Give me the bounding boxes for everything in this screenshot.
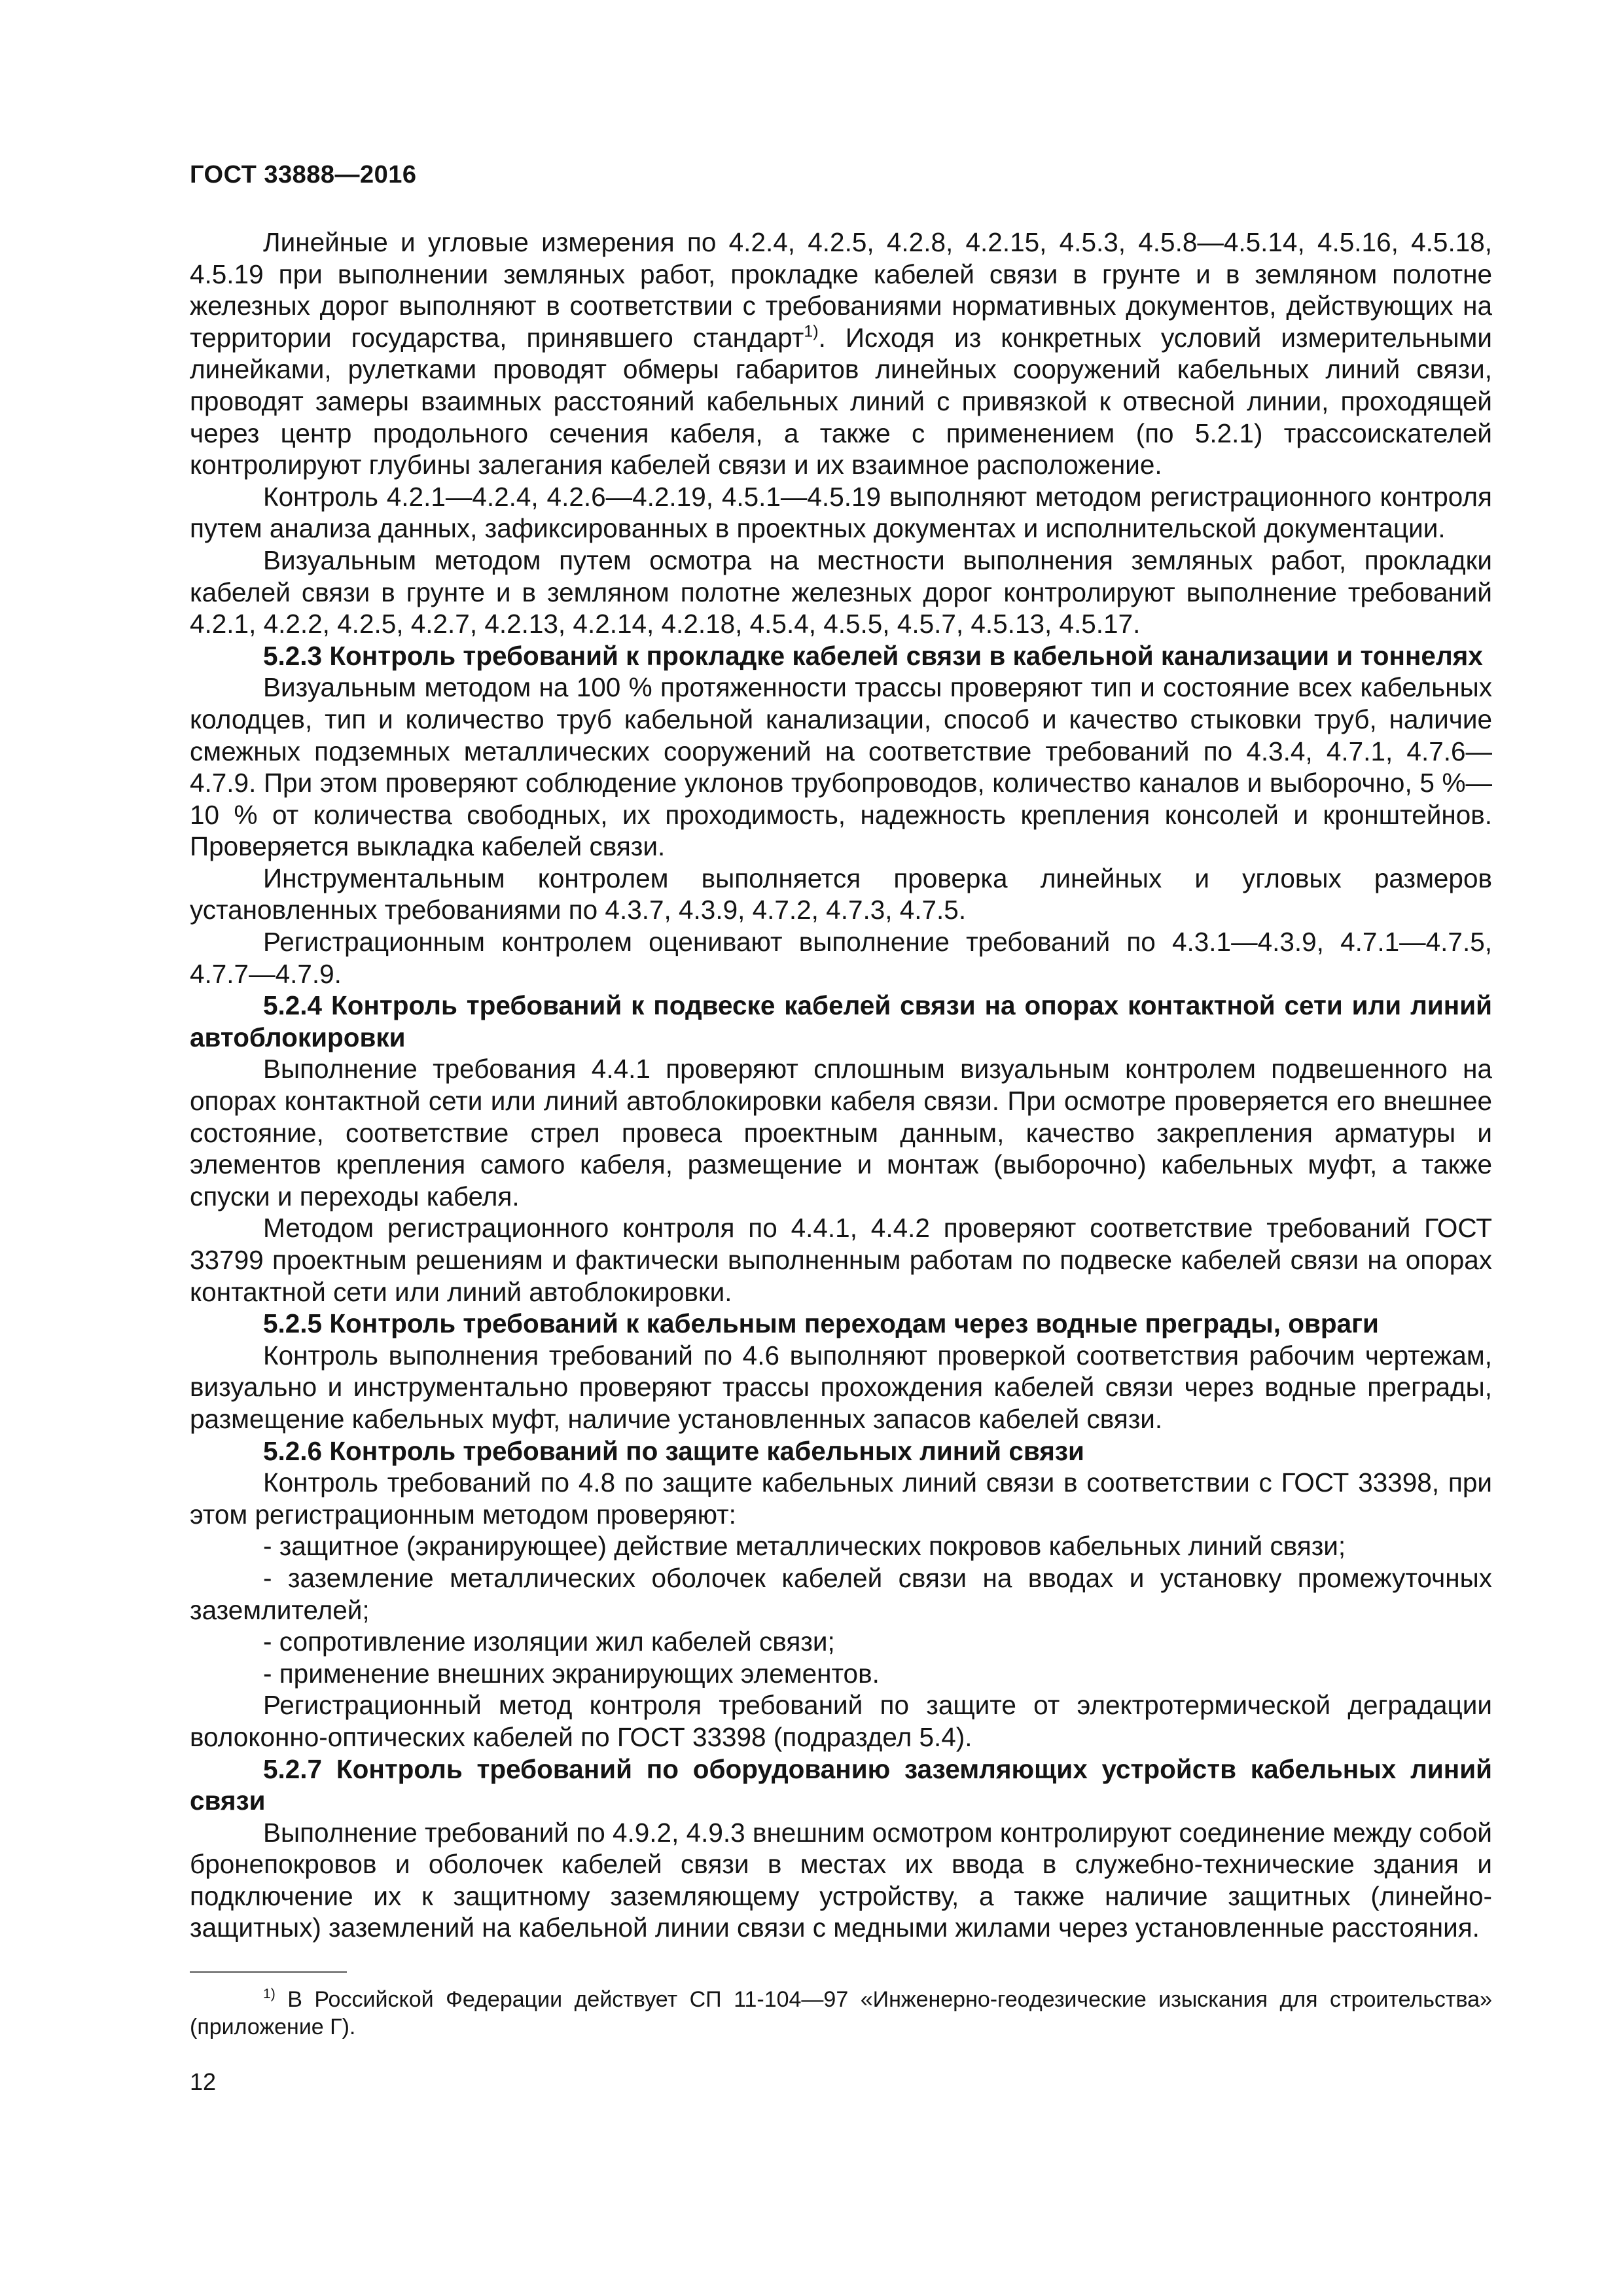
footnote-divider xyxy=(190,1971,347,1973)
section-heading-5-2-3: 5.2.3 Контроль требований к прокладке кабелей связи в кабельной канализации и тоннелях xyxy=(263,640,1483,671)
footnote-body: В Российской Федерации действует СП 11-104—97 «Инженерно-геодезические изыскания для строительства» (приложение Г). xyxy=(190,1987,1492,2039)
paragraph: Инструментальным контролем выполняется проверка линейных и угловых размеров установленных требованиями по 4.3.7, 4.3.9, 4.7.2, 4.7.3, 4.7.5. xyxy=(190,863,1492,925)
document-header: ГОСТ 33888—2016 xyxy=(190,161,417,188)
list-item: - сопротивление изоляции жил кабелей связи; xyxy=(263,1626,835,1657)
paragraph: Методом регистрационного контроля по 4.4.1, 4.4.2 проверяют соответствие требований ГОСТ 33799 проектным решениям и фактически выполненным работам по подвеске кабелей связи на опорах контактной сети или линий автоблокировки. xyxy=(190,1213,1492,1307)
document-body xyxy=(190,226,1492,1944)
paragraph: Регистрационным контролем оценивают выполнение требований по 4.3.1—4.3.9, 4.7.1—4.7.5, 4.7.7—4.7.9. xyxy=(190,927,1492,989)
section-heading-5-2-6: 5.2.6 Контроль требований по защите кабельных линий связи xyxy=(263,1435,1084,1466)
paragraph: Выполнение требования 4.4.1 проверяют сплошным визуальным контролем подвешенного на опорах контактной сети или линий автоблокировки кабеля связи. При осмотре проверяется его внешнее состояние, соответствие стрел провеса проектным данным, качество закрепления арматуры и элементов крепления самого кабеля, размещение и монтаж (выборочно) кабельных муфт, а также спуски и переходы кабеля. xyxy=(190,1054,1492,1211)
section-heading-5-2-7: 5.2.7 Контроль требований по оборудованию заземляющих устройств кабельных линий связи xyxy=(190,1753,1492,1816)
paragraph: Выполнение требований по 4.9.2, 4.9.3 внешним осмотром контролируют соединение между собой бронепокровов и оболочек кабелей связи в местах их ввода в служебно-технические здания и подключение их к защитному заземляющему устройству, а также наличие защитных (линейно-защитных) заземлений на кабельной линии связи с медными жилами через установленные расстояния. xyxy=(190,1817,1492,1943)
paragraph: Визуальным методом на 100 % протяженности трассы проверяют тип и состояние всех кабельных колодцев, тип и количество труб кабельной канализации, способ и качество стыковки труб, наличие смежных подземных металлических сооружений на соответствие требований по 4.3.4, 4.7.1, 4.7.6—4.7.9. При этом проверяют соблюдение уклонов трубопроводов, количество каналов и выборочно, 5 %—10 % от количества свободных, их проходимость, надежность крепления консолей и кронштейнов. Проверяется выкладка кабелей связи. xyxy=(190,672,1492,862)
list-item: - заземление металлических оболочек кабелей связи на вводах и установку промежуточных заземлителей; xyxy=(190,1562,1492,1625)
section-heading-5-2-4: 5.2.4 Контроль требований к подвеске кабелей связи на опорах контактной сети или линий автоблокировки xyxy=(190,990,1492,1052)
paragraph: Визуальным методом путем осмотра на местности выполнения земляных работ, прокладки кабелей связи в грунте и в земляном полотне железных дорог контролируют выполнение требований 4.2.1, 4.2.2, 4.2.5, 4.2.7, 4.2.13, 4.2.14, 4.2.18, 4.5.4, 4.5.5, 4.5.7, 4.5.13, 4.5.17. xyxy=(190,545,1492,639)
footnote-reference[interactable]: 1) xyxy=(804,322,819,341)
footnote-text xyxy=(190,1986,1492,2041)
list-item: - защитное (экранирующее) действие металлических покровов кабельных линий связи; xyxy=(263,1531,1346,1562)
list-item: - применение внешних экранирующих элементов. xyxy=(263,1658,880,1689)
paragraph-text: Линейные и угловые измерения по 4.2.4, 4.2.5, 4.2.8, 4.2.15, 4.5.3, 4.5.8—4.5.14, 4.5.16, 4.5.18, 4.5.19 при выполнении земляных работ, прокладке кабелей связи в грунте и в земляном полотне железных дорог выполняют в соответствии с требованиями нормативных документов, действующих на территории государства, принявшего стандарт xyxy=(190,227,1492,353)
paragraph: Регистрационный метод контроля требований по защите от электротермической деградации волоконно-оптических кабелей по ГОСТ 33398 (подраздел 5.4). xyxy=(190,1690,1492,1752)
paragraph-text: . Исходя из конкретных условий измерительными линейками, рулетками проводят обмеры габаритов линейных сооружений кабельных линий связи, проводят замеры взаимных расстояний кабельных линий с привязкой к отвесной линии, проходящей через центр продольного сечения кабеля, а также с применением (по 5.2.1) трассоискателей контролируют глубины залегания кабелей связи и их взаимное расположение. xyxy=(190,322,1493,480)
paragraph: Контроль требований по 4.8 по защите кабельных линий связи в соответствии с ГОСТ 33398, при этом регистрационным методом проверяют: xyxy=(190,1467,1492,1530)
section-heading-5-2-5: 5.2.5 Контроль требований к кабельным переходам через водные преграды, овраги xyxy=(263,1308,1379,1339)
footnote xyxy=(190,1986,1492,2041)
paragraph: Контроль выполнения требований по 4.6 выполняют проверкой соответствия рабочим чертежам, визуально и инструментально проверяют трассы прохождения кабелей связи через водные преграды, размещение кабельных муфт, наличие установленных запасов кабелей связи. xyxy=(190,1340,1492,1434)
paragraph xyxy=(190,226,1492,481)
page-number: 12 xyxy=(190,2068,217,2095)
paragraph: Контроль 4.2.1—4.2.4, 4.2.6—4.2.19, 4.5.1—4.5.19 выполняют методом регистрационного контроля путем анализа данных, зафиксированных в проектных документах и исполнительской документации. xyxy=(190,481,1492,544)
footnote-mark: 1) xyxy=(263,1986,276,2001)
